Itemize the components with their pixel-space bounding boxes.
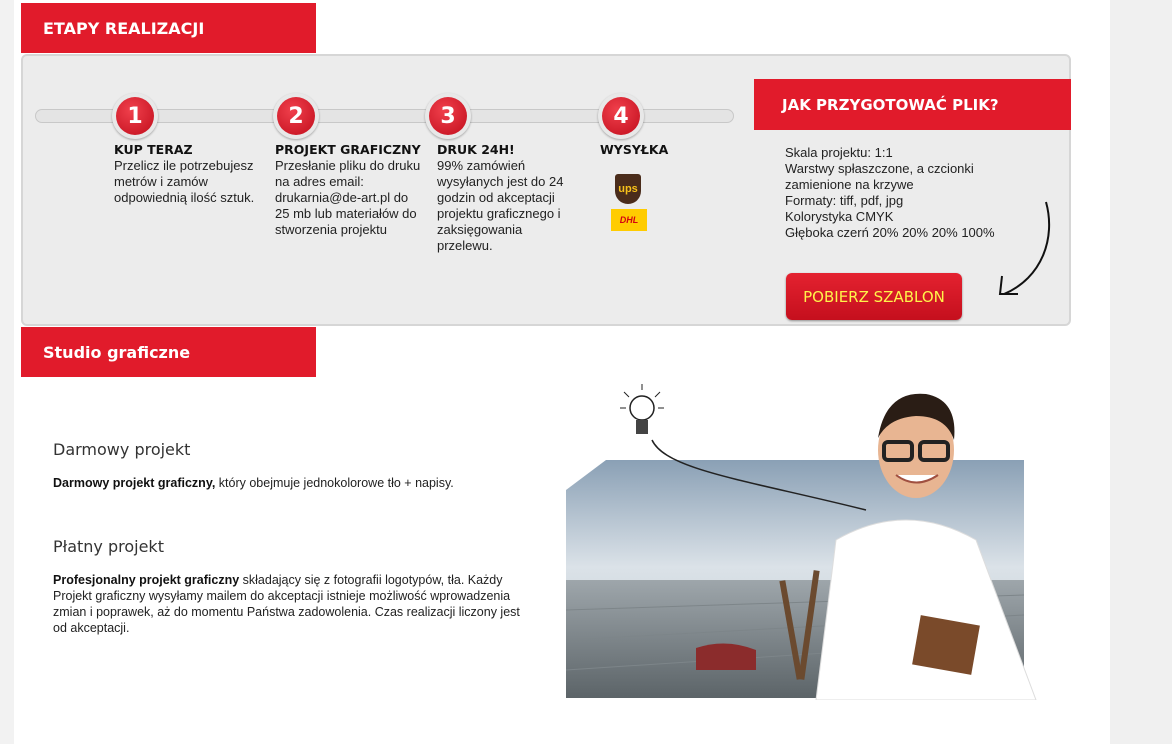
download-template-button[interactable] (786, 273, 962, 320)
paid-project-text (53, 572, 523, 636)
free-project-text (53, 475, 523, 491)
step-3-text: 99% zamówień wysyłanych jest do 24 godzin od akceptacji projektu graficznego i zaksięgowania przelewu. (437, 158, 564, 253)
hand-drawn-arrow-icon (992, 198, 1056, 304)
etapy-header (21, 3, 316, 53)
step-1-badge (112, 93, 158, 139)
studio-title: Studio graficzne (43, 342, 191, 362)
etapy-title: ETAPY REALIZACJI (43, 18, 205, 38)
step-1-title: KUP TERAZ (114, 142, 193, 157)
step-2-badge (273, 93, 319, 139)
step-1-text: Przelicz ile potrzebujesz metrów i zamów odpowiednią ilość sztuk. (114, 158, 255, 205)
ups-label: ups (618, 183, 638, 195)
jak-title: JAK PRZYGOTOWAĆ PLIK? (782, 95, 999, 114)
spec-item: Skala projektu: 1:1 (785, 145, 893, 160)
download-template-label: POBIERZ SZABLON (803, 287, 945, 306)
lightbulb-icon (620, 384, 664, 434)
paid-project-title: Płatny projekt (53, 537, 164, 556)
step-2-text: Przesłanie pliku do druku na adres email: drukarnia@de-art.pl do 25 mb lub materiałów do stworzenia projektu (275, 158, 421, 237)
spec-item: Kolorystyka CMYK (785, 209, 894, 224)
step-2-number: 2 (277, 97, 315, 135)
step-3-badge (425, 93, 471, 139)
free-project-bold: Darmowy projekt graficzny, (53, 476, 216, 490)
spec-item: Warstwy spłaszczone, a czcionki zamienione na krzywe (785, 161, 974, 192)
step-3-number: 3 (429, 97, 467, 135)
step-4-number: 4 (602, 97, 640, 135)
step-4-badge (598, 93, 644, 139)
step-1-number: 1 (116, 97, 154, 135)
dhl-label: DHL (619, 215, 639, 225)
paid-project-bold: Profesjonalny projekt graficzny (53, 573, 240, 587)
spec-item: Formaty: tiff, pdf, jpg (785, 193, 904, 208)
free-project-desc: który obejmuje jednokolorowe tło + napisy. (215, 476, 454, 490)
ups-logo (615, 174, 641, 204)
file-specs (785, 145, 1025, 241)
studio-header (21, 327, 316, 377)
designer-hero-image (566, 380, 1046, 700)
step-3-title: DRUK 24H! (437, 142, 515, 157)
step-2-title: PROJEKT GRAFICZNY (275, 142, 421, 157)
right-background (1110, 0, 1172, 744)
step-4-title: WYSYŁKA (600, 142, 669, 157)
spec-item: Głęboka czerń 20% 20% 20% 100% (785, 225, 995, 240)
paid-project-desc: składający się z fotografii logotypów, tła. Każdy Projekt graficzny wysyłamy mailem do akceptacji istnieje możliwość wprowadzenia zmian i poprawek, aż do momentu Państwa zadowolenia. Czas realizacji liczony jest od akceptacji. (53, 573, 520, 635)
jak-header (754, 79, 1071, 130)
dhl-logo (611, 209, 647, 231)
free-project-title: Darmowy projekt (53, 440, 191, 459)
